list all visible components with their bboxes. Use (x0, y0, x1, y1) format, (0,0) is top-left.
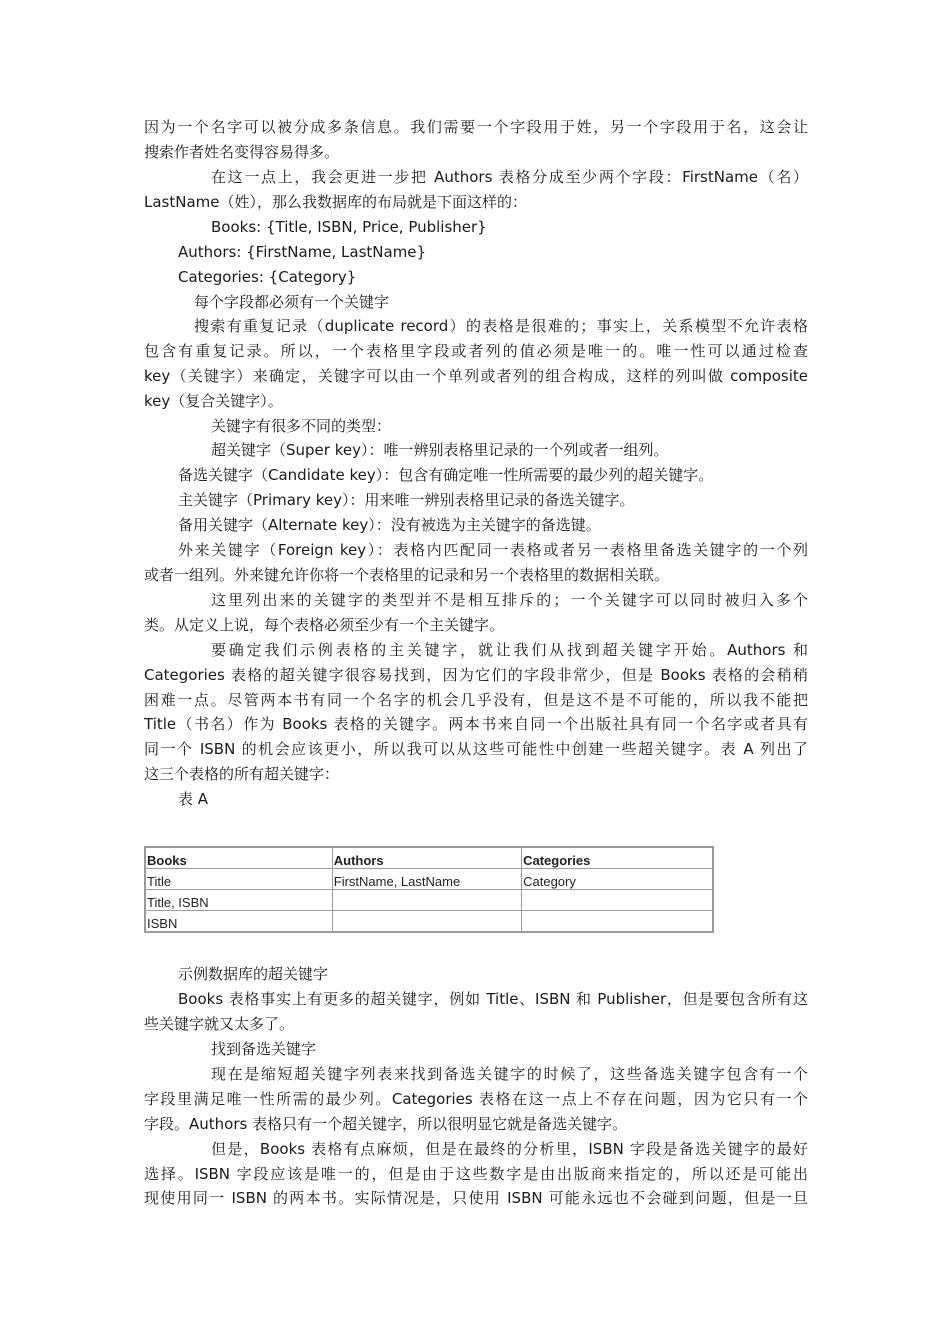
paragraph-line: 字段。Authors 表格只有一个超关键字，所以很明显它就是备选关键字。 (144, 1115, 628, 1133)
table-cell: Title (145, 869, 332, 890)
table-header-row (145, 847, 713, 869)
paragraph-line: 搜索有重复记录（duplicate record）的表格是很难的；事实上，关系模型不允许表格 (194, 317, 808, 335)
table-caption: 表 A (178, 790, 209, 808)
table-cell: Category (522, 869, 713, 890)
paragraph-line: 或者一组列。外来键允许你将一个表格里的记录和另一个表格里的数据相关联。 (144, 566, 670, 584)
paragraph-line: Books 表格事实上有更多的超关键字，例如 Title、ISBN 和 Publisher，但是要包含所有这 (178, 990, 808, 1008)
paragraph-line: key（复合关键字）。 (144, 392, 283, 410)
paragraph-line: 些关键字就又太多了。 (144, 1015, 295, 1033)
paragraph-line: Categories 表格的超关键字很容易找到，因为它们的字段非常少，但是 Books 表格的会稍稍 (144, 666, 808, 684)
paragraph-line: 现使用同一 ISBN 的两本书。实际情况是，只使用 ISBN 可能永远也不会碰到问题，但是一旦 (144, 1189, 808, 1207)
paragraph-line: LastName（姓），那么我数据库的布局就是下面这样的： (144, 193, 528, 211)
key-definition: 主关键字（Primary key）：用来唯一辨别表格里记录的备选关键字。 (178, 491, 635, 509)
table-row (145, 911, 713, 933)
paragraph-line: key（关键字）来确定，关键字可以由一个单列或者列的组合构成，这样的列叫做 composite (144, 367, 808, 385)
paragraph-line: 包含有重复记录。所以，一个表格里字段或者列的值必须是唯一的。唯一性可以通过检查 (144, 342, 808, 360)
paragraph-line: 搜索作者姓名变得容易得多。 (144, 143, 340, 161)
table-cell: Title, ISBN (145, 890, 332, 911)
table-cell (522, 890, 713, 911)
paragraph-line: Title（书名）作为 Books 表格的关键字。两本书来自同一个出版社具有同一个名字或者具有 (144, 715, 808, 733)
schema-line: Categories: {Category} (178, 268, 357, 286)
table-cell (522, 911, 713, 933)
key-definition: 外来关键字（Foreign key）：表格内匹配同一表格或者另一表格里备选关键字的一个列 (178, 541, 808, 559)
table-row (145, 869, 713, 890)
paragraph-line: 选择。ISBN 字段应该是唯一的，但是由于这些数字是由出版商来指定的，所以还是可能出 (144, 1165, 808, 1183)
paragraph-line: 但是，Books 表格有点麻烦，但是在最终的分析里，ISBN 字段是备选关键字的最好 (211, 1140, 808, 1158)
table-a (144, 846, 714, 933)
paragraph-line: 现在是缩短超关键字列表来找到备选关键字的时候了，这些备选关键字包含有一个 (211, 1065, 808, 1083)
key-definition: 备选关键字（Candidate key）：包含有确定唯一性所需要的最少列的超关键字。 (178, 466, 714, 484)
table-header-cell: Authors (332, 847, 521, 869)
schema-line: Books: {Title, ISBN, Price, Publisher} (211, 218, 487, 236)
key-definition: 备用关键字（Alternate key）：没有被选为主关键字的备选键。 (178, 516, 601, 534)
key-definition: 超关键字（Super key）：唯一辨别表格里记录的一个列或者一组列。 (211, 441, 669, 459)
schema-line: Authors: {FirstName, LastName} (178, 243, 427, 261)
paragraph-line: 同一个 ISBN 的机会应该更小，所以我可以从这些可能性中创建一些超关键字。表 A 列出了 (144, 740, 808, 758)
paragraph-line: 类。从定义上说，每个表格必须至少有一个主关键字。 (144, 616, 505, 634)
table-cell: FirstName, LastName (332, 869, 521, 890)
paragraph-line: 关键字有很多不同的类型： (211, 417, 392, 435)
section-heading: 示例数据库的超关键字 (178, 965, 329, 983)
paragraph-line: 字段里满足唯一性所需的最少列。Categories 表格在这一点上不存在问题，因为它只有一个 (144, 1090, 808, 1108)
section-heading: 每个字段都必须有一个关键字 (194, 293, 390, 311)
paragraph-line: 困难一点。尽管两本书有同一个名字的机会几乎没有，但是这不是不可能的，所以我不能把 (144, 691, 808, 709)
paragraph-line: 在这一点上，我会更进一步把 Authors 表格分成至少两个字段：FirstName（名） (211, 168, 808, 186)
table-cell (332, 911, 521, 933)
table-cell (332, 890, 521, 911)
table-header-cell: Books (145, 847, 332, 869)
paragraph-line: 这三个表格的所有超关键字： (144, 765, 340, 783)
section-heading: 找到备选关键字 (211, 1040, 317, 1058)
paragraph-line: 要确定我们示例表格的主关键字，就让我们从找到超关键字开始。Authors 和 (211, 641, 808, 659)
paragraph-line: 这里列出来的关键字的类型并不是相互排斥的；一个关键字可以同时被归入多个 (211, 591, 808, 609)
table-row (145, 890, 713, 911)
table-header-cell: Categories (522, 847, 713, 869)
paragraph-line: 因为一个名字可以被分成多条信息。我们需要一个字段用于姓，另一个字段用于名，这会让 (144, 118, 808, 136)
table-cell: ISBN (145, 911, 332, 933)
